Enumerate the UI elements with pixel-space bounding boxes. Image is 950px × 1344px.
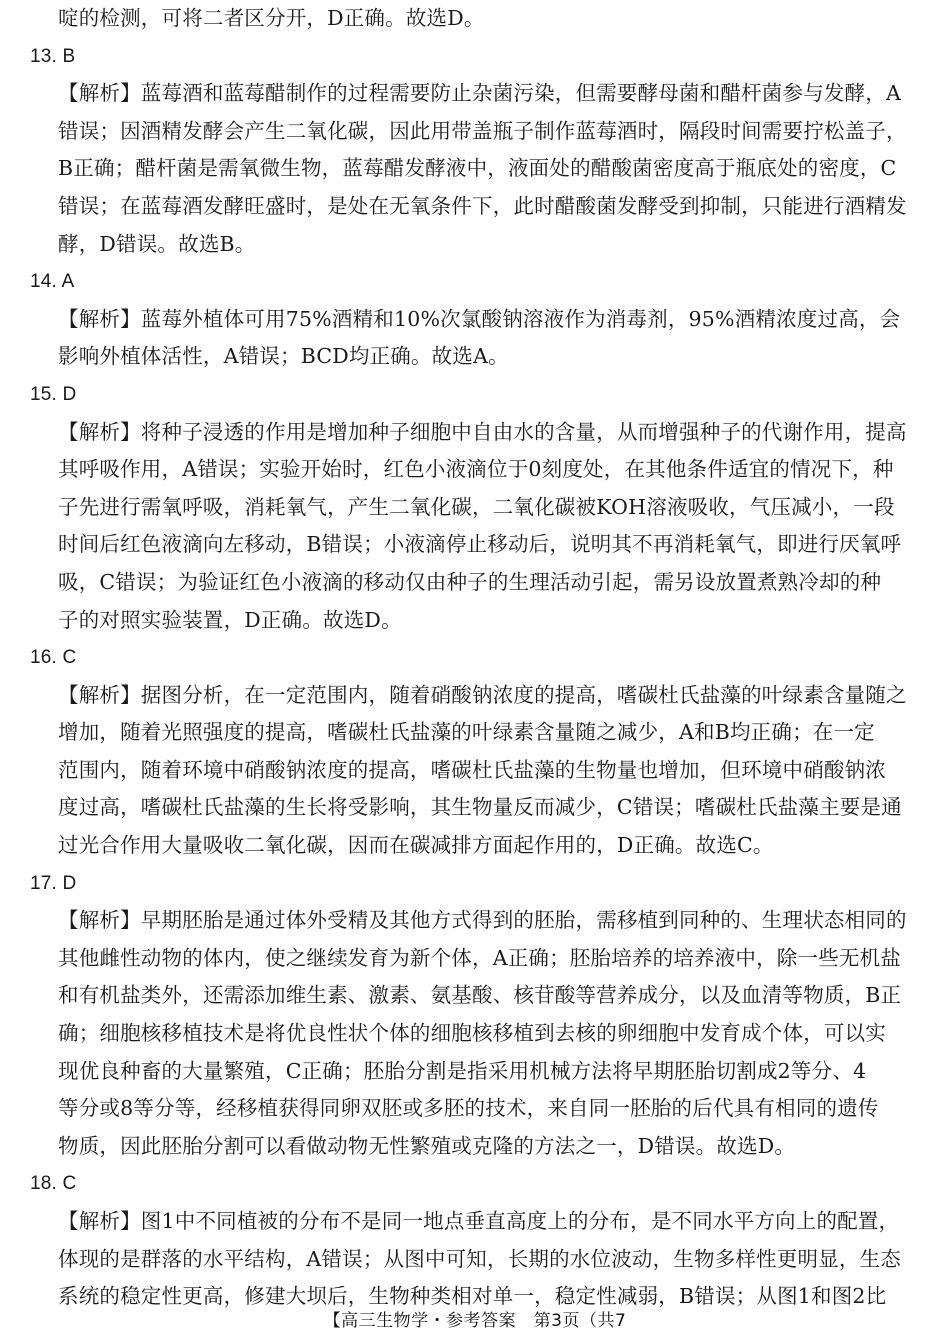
text-line: 时间后红色液滴向左移动，B错误；小液滴停止移动后，说明其不再消耗氧气，即进行厌氧呼 <box>58 532 902 557</box>
analysis-line: 【解析】蓝莓外植体可用75%酒精和10%次氯酸钠溶液作为消毒剂，95%酒精浓度过高，会 <box>58 306 901 331</box>
text-line: 子先进行需氧呼吸，消耗氧气，产生二氧化碳，二氧化碳被KOH溶液吸收，气压减小，一段 <box>58 494 895 519</box>
question-number: 17. D <box>30 872 77 894</box>
text-line: 过光合作用大量吸收二氧化碳，因而在碳减排方面起作用的，D正确。故选C。 <box>58 833 774 858</box>
text-line: 吸，C错误；为验证红色小液滴的移动仅由种子的生理活动引起，需另设放置煮熟冷却的种 <box>58 569 882 594</box>
text-line: 度过高，嗜碳杜氏盐藻的生长将受影响，其生物量反而减少，C错误；嗜碳杜氏盐藻主要是通 <box>58 795 902 820</box>
text-line: 增加，随着光照强度的提高，嗜碳杜氏盐藻的叶绿素含量随之减少，A和B均正确；在一定 <box>58 720 875 745</box>
analysis-line: 【解析】蓝莓酒和蓝莓醋制作的过程需要防止杂菌污染，但需要酵母菌和醋杆菌参与发酵，A <box>58 81 902 106</box>
text-line: 体现的是群落的水平结构，A错误；从图中可知，长期的水位波动，生物多样性更明显，生态 <box>58 1246 902 1271</box>
analysis-line: 【解析】图1中不同植被的分布不是同一地点垂直高度上的分布，是不同水平方向上的配置， <box>58 1209 900 1233</box>
text-line: 影响外植体活性，A错误；BCD均正确。故选A。 <box>58 344 509 369</box>
text-line: 酵，D错误。故选B。 <box>58 231 256 256</box>
text-line: 其呼吸作用，A错误；实验开始时，红色小液滴位于0刻度处，在其他条件适宜的情况下，种 <box>58 457 894 482</box>
text-line: 和有机盐类外，还需添加维生素、激素、氨基酸、核苷酸等营养成分，以及血清等物质，B正 <box>58 983 902 1008</box>
text-line: 等分或8等分等，经移植获得同卵双胚或多胚的技术，来自同一胚胎的后代具有相同的遗传 <box>58 1096 879 1121</box>
question-number: 18. C <box>30 1173 77 1195</box>
text-line: 现优良种畜的大量繁殖，C正确；胚胎分割是指采用机械方法将早期胚胎切割成2等分、4 <box>58 1058 867 1083</box>
text-line: B正确；醋杆菌是需氧微生物，蓝莓醋发酵液中，液面处的醋酸菌密度高于瓶底处的密度，C <box>58 156 897 181</box>
question-number: 13. B <box>30 45 76 67</box>
text-line: 确；细胞核移植技术是将优良性状个体的细胞核移植到去核的卵细胞中发育成个体，可以实 <box>58 1021 886 1046</box>
answer-page <box>30 0 918 1316</box>
text-line: 啶的检测，可将二者区分开，D正确。故选D。 <box>58 6 485 30</box>
analysis-line: 【解析】据图分析，在一定范围内，随着硝酸钠浓度的提高，嗜碳杜氏盐藻的叶绿素含量随之 <box>58 682 907 707</box>
text-line: 范围内，随着环境中硝酸钠浓度的提高，嗜碳杜氏盐藻的生物量也增加，但环境中硝酸钠浓 <box>58 757 886 782</box>
analysis-line: 【解析】将种子浸透的作用是增加种子细胞中自由水的含量，从而增强种子的代谢作用，提高 <box>58 419 907 444</box>
text-line: 错误；在蓝莓酒发酵旺盛时，是处在无氧条件下，此时醋酸菌发酵受到抑制，只能进行酒精发 <box>58 193 907 218</box>
text-line: 物质，因此胚胎分割可以看做动物无性繁殖或克隆的方法之一，D错误。故选D。 <box>58 1133 796 1158</box>
page-footer: 【高三生物学・参考答案 第3页（共7 <box>323 1311 627 1331</box>
text-line: 子的对照实验装置，D正确。故选D。 <box>58 607 402 632</box>
question-number: 14. A <box>30 271 75 293</box>
question-number: 16. C <box>30 647 77 669</box>
analysis-line: 【解析】早期胚胎是通过体外受精及其他方式得到的胚胎，需移植到同种的、生理状态相同的 <box>58 908 907 933</box>
text-line: 错误；因酒精发酵会产生二氧化碳，因此用带盖瓶子制作蓝莓酒时，隔段时间需要拧松盖子， <box>58 118 907 143</box>
text-line: 其他雌性动物的体内，使之继续发育为新个体，A正确；胚胎培养的培养液中，除一些无机盐 <box>58 945 902 970</box>
text-line: 系统的稳定性更高，修建大坝后，生物种类相对单一，稳定性减弱，B错误；从图1和图2比 <box>58 1284 887 1309</box>
question-number: 15. D <box>30 383 77 405</box>
